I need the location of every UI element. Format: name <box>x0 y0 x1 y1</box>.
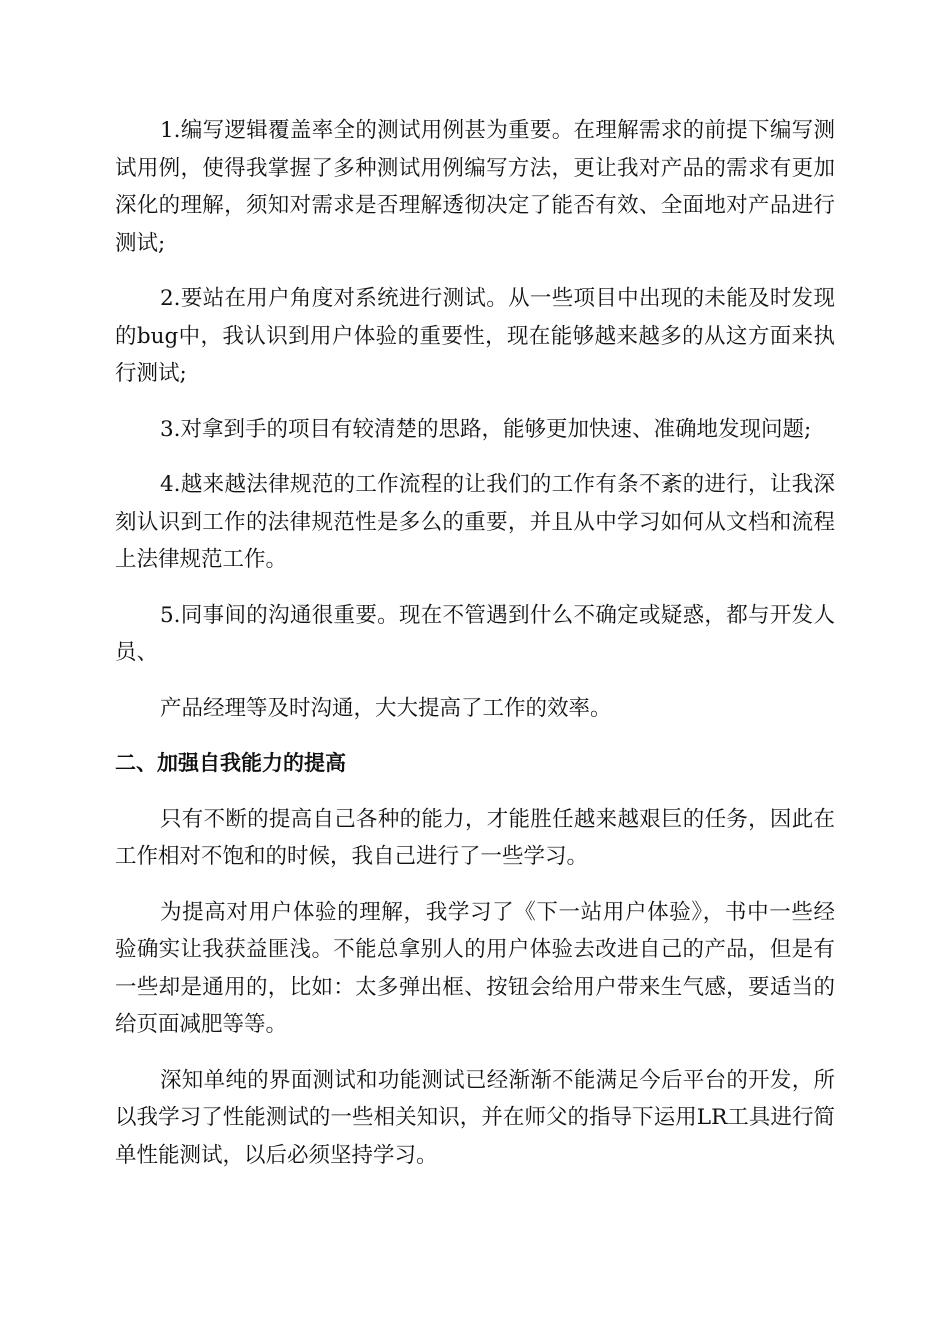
list-item-1: 1.编写逻辑覆盖率全的测试用例甚为重要。在理解需求的前提下编写测试用例，使得我掌握了多种测试用例编写方法，更让我对产品的需求有更加深化的理解，须知对需求是否理解透彻决定了能否有效、全面地对产品进行测试; <box>115 118 835 256</box>
section-heading: 二、加强自我能力的提高 <box>115 751 346 775</box>
list-item-2: 2.要站在用户角度对系统进行测试。从一些项目中出现的未能及时发现的bug中，我认识到用户体验的重要性，现在能够越来越多的从这方面来执行测试; <box>115 286 835 386</box>
section-paragraph-2: 为提高对用户体验的理解，我学习了《下一站用户体验》，书中一些经验确实让我获益匪浅。不能总拿别人的用户体验去改进自己的产品，但是有一些却是通用的，比如：太多弹出框、按钮会给用户带来生气感，要适当的给页面减肥等等。 <box>115 899 835 1037</box>
document-body <box>115 112 835 1192</box>
list-item-3: 3.对拿到手的项目有较清楚的思路，能够更加快速、准确地发现问题; <box>160 416 812 442</box>
list-item-5: 5.同事间的沟通很重要。现在不管遇到什么不确定或疑惑，都与开发人员、 <box>115 602 835 665</box>
list-item-5-continuation: 产品经理等及时沟通，大大提高了工作的效率。 <box>160 695 612 721</box>
section-paragraph-3: 深知单纯的界面测试和功能测试已经渐渐不能满足今后平台的开发，所以我学习了性能测试的一些相关知识，并在师父的指导下运用LR工具进行简单性能测试，以后必须坚持学习。 <box>115 1067 835 1168</box>
list-item-4: 4.越来越法律规范的工作流程的让我们的工作有条不紊的进行，让我深刻认识到工作的法律规范性是多么的重要，并且从中学习如何从文档和流程上法律规范工作。 <box>115 472 835 572</box>
section-paragraph-1: 只有不断的提高自己各种的能力，才能胜任越来越艰巨的任务，因此在工作相对不饱和的时候，我自己进行了一些学习。 <box>115 806 835 869</box>
